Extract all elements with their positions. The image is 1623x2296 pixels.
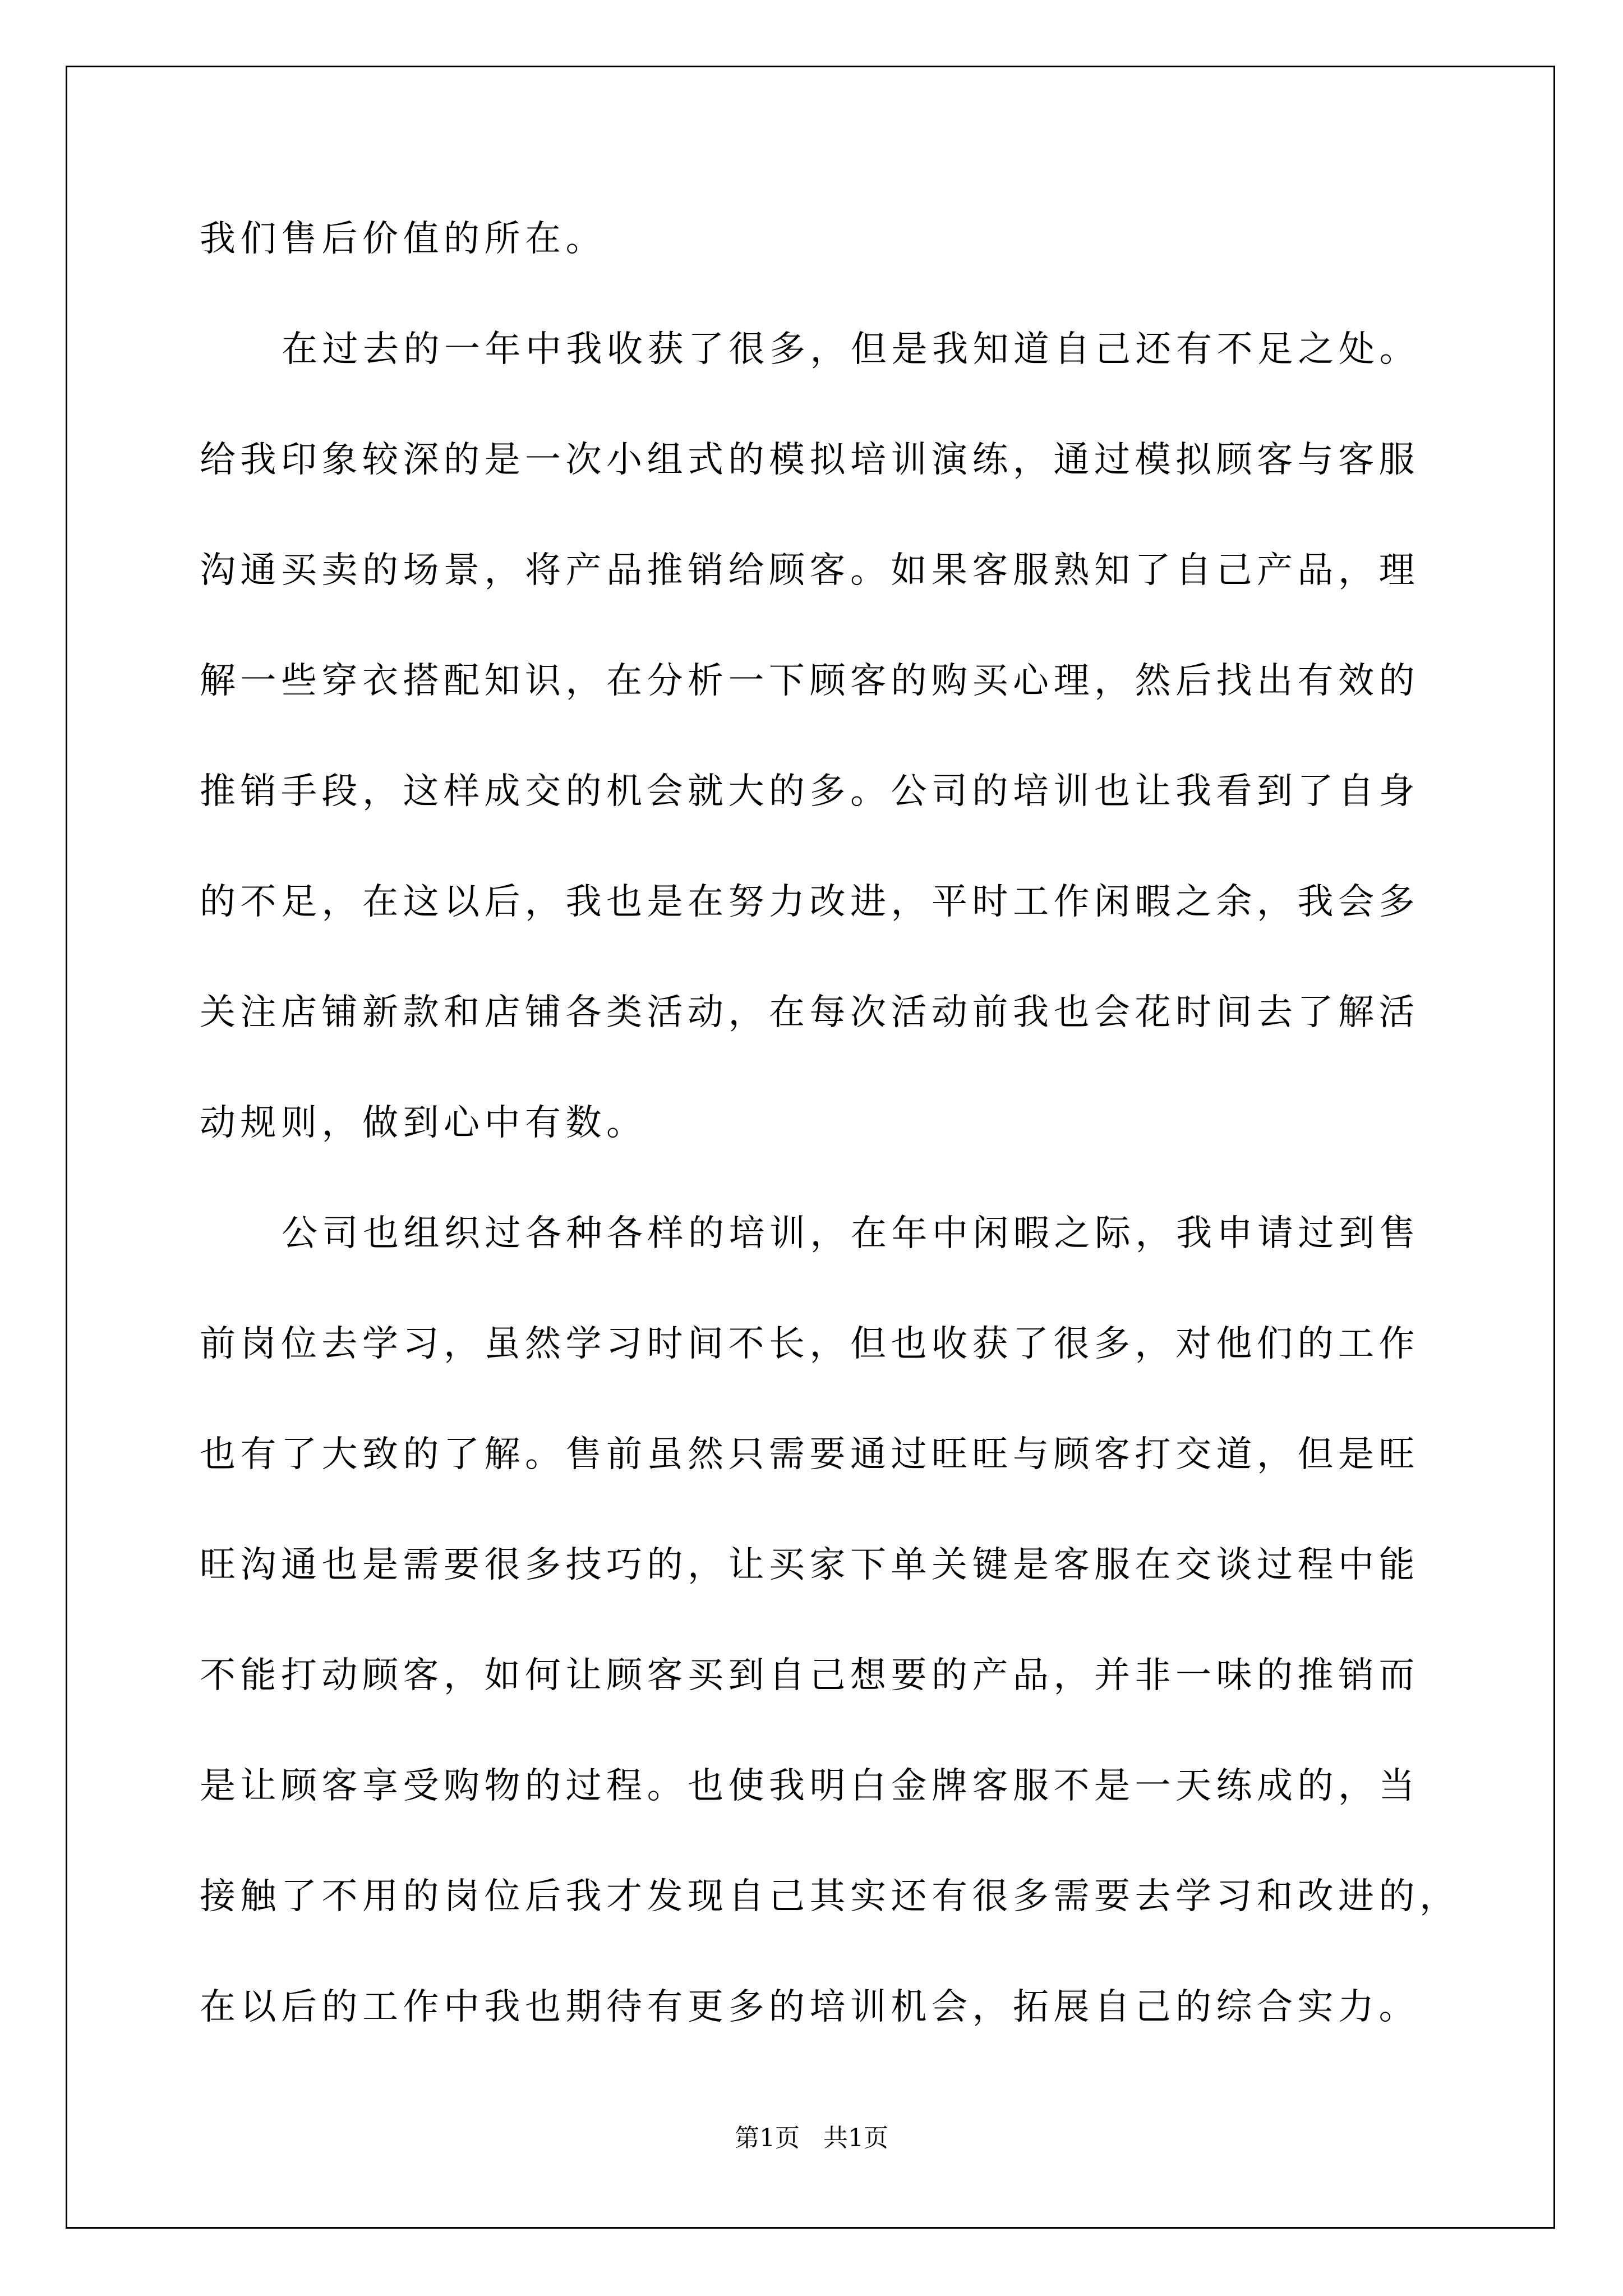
- page-number-footer: 第1页 共1页: [735, 2124, 888, 2152]
- text-line: 推销手段，这样成交的机会就大的多。公司的培训也让我看到了自身: [200, 771, 1419, 812]
- text-line: 的不足，在这以后，我也是在努力改进，平时工作闲暇之余，我会多: [200, 881, 1419, 923]
- text-line: 给我印象较深的是一次小组式的模拟培训演练，通过模拟顾客与客服: [200, 439, 1419, 481]
- text-line: 不能打动顾客，如何让顾客买到自己想要的产品，并非一味的推销而: [200, 1655, 1419, 1696]
- text-line: 沟通买卖的场景，将产品推销给顾客。如果客服熟知了自己产品，理: [200, 550, 1419, 591]
- text-line: 旺沟通也是需要很多技巧的，让买家下单关键是客服在交谈过程中能: [200, 1544, 1419, 1586]
- text-line: 是让顾客享受购物的过程。也使我明白金牌客服不是一天练成的，当: [200, 1765, 1419, 1807]
- text-line: 关注店铺新款和店铺各类活动，在每次活动前我也会花时间去了解活: [200, 992, 1419, 1033]
- text-line: 我们售后价值的所在。: [200, 218, 606, 260]
- text-line: 接触了不用的岗位后我才发现自己其实还有很多需要去学习和改进的，: [200, 1876, 1460, 1917]
- text-line: 解一些穿衣搭配知识，在分析一下顾客的购买心理，然后找出有效的: [200, 660, 1419, 702]
- text-line: 前岗位去学习，虽然学习时间不长，但也收获了很多，对他们的工作: [200, 1323, 1419, 1365]
- paragraph-first-line: 公司也组织过各种各样的培训，在年中闲暇之际，我申请过到售: [282, 1213, 1420, 1254]
- paragraph-first-line: 在过去的一年中我收获了很多，但是我知道自己还有不足之处。: [282, 329, 1420, 370]
- text-line: 在以后的工作中我也期待有更多的培训机会，拓展自己的综合实力。: [200, 1986, 1419, 2028]
- text-line: 动规则，做到心中有数。: [200, 1102, 647, 1144]
- text-line: 也有了大致的了解。售前虽然只需要通过旺旺与顾客打交道，但是旺: [200, 1434, 1419, 1475]
